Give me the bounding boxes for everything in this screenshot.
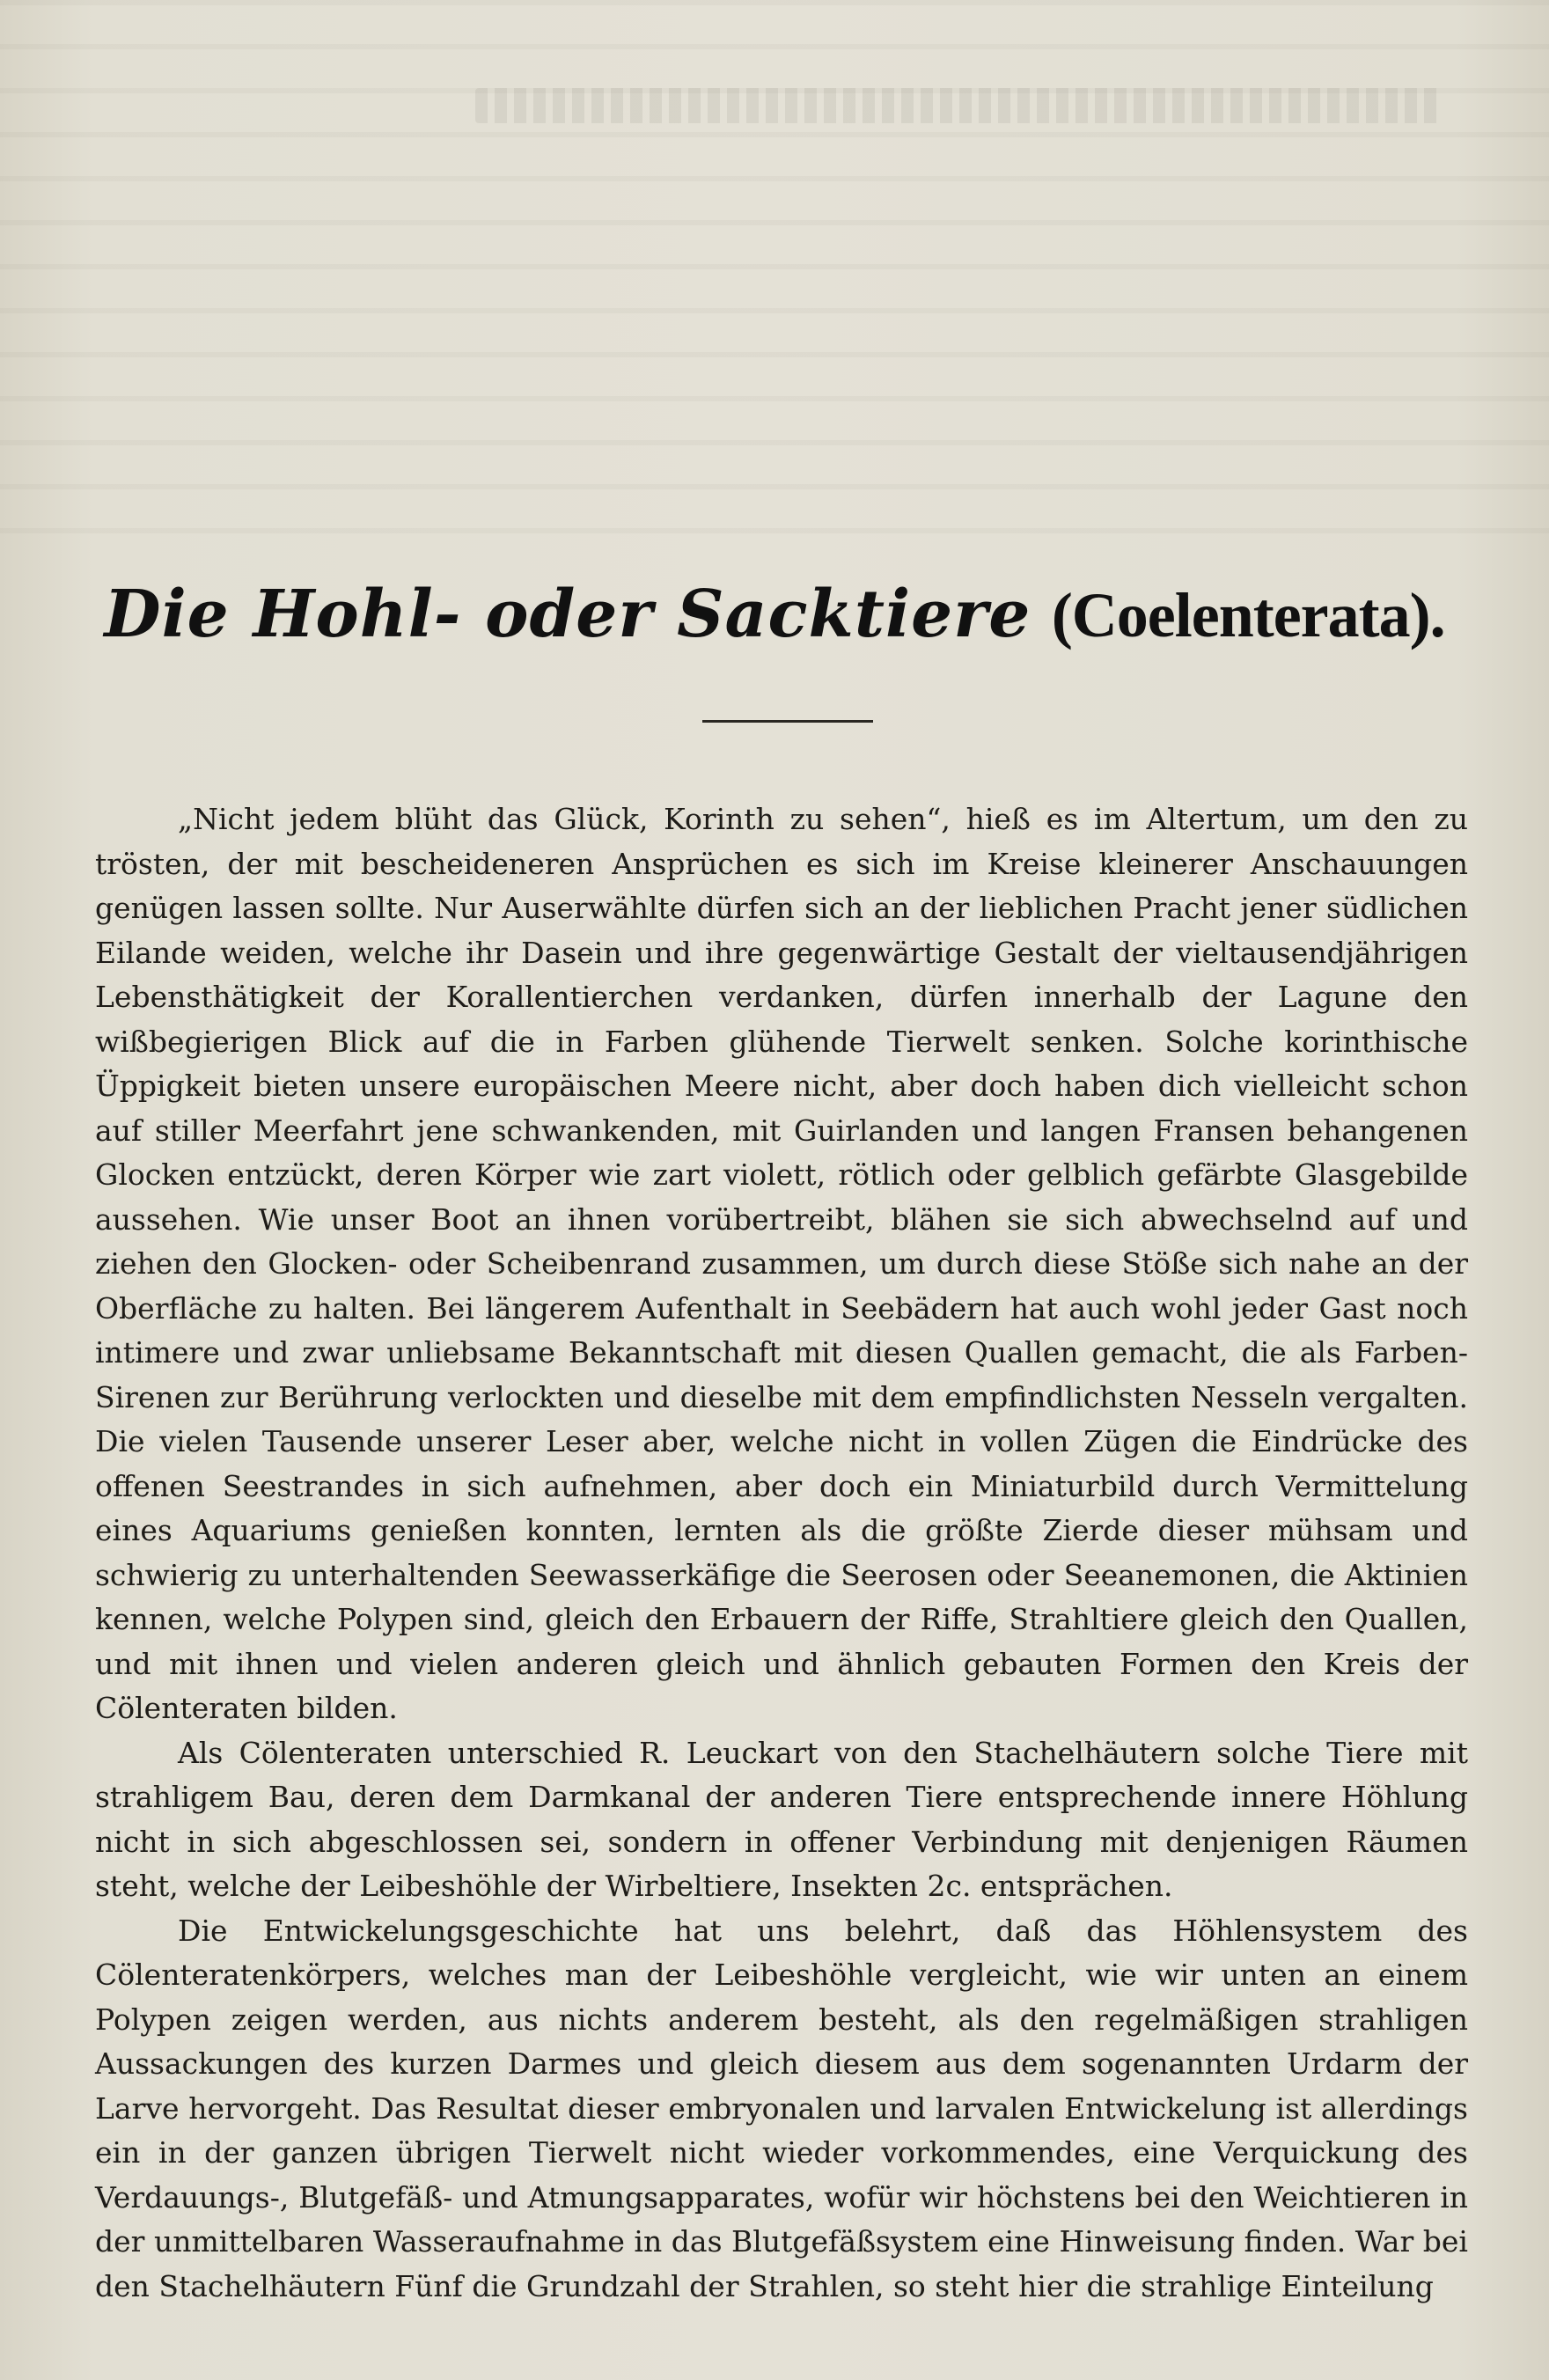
paragraph-2: Als Cölenteraten unterschied R. Leuckart von den Stachelhäutern solche Tiere mit strahligem Bau, deren dem Darmkanal der anderen Tiere entsprechende innere Höhlung nicht in sich abgeschlossen sei, sondern in offener Verbindung mit denjenigen Räumen steht, welche der Leibeshöhle der Wirbeltiere, Insekten 2c. entsprächen.: [95, 1735, 1468, 1903]
bleed-through-header: [475, 88, 1443, 123]
chapter-heading-latin: (Coelenterata).: [1051, 580, 1445, 650]
paragraph-3: Die Entwickelungsgeschichte hat uns belehrt, daß das Höhlensystem des Cölenteratenkörpers, welches man der Leibeshöhle vergleicht, wie wir unten an einem Polypen zeigen werden, aus nichts anderem besteht, als den regelmäßigen strahligen Aussackungen des kurzen Darmes und gleich diesem aus dem sogenannten Urdarm der Larve hervorgeht. Das Resultat dieser embryonalen und larvalen Entwickelung ist allerdings ein in der ganzen übrigen Tierwelt nicht wieder vorkommendes, eine Verquickung des Verdauungs-, Blutgefäß- und Atmungsapparates, wofür wir höchstens bei den Weichtieren in der unmittelbaren Wasseraufnahme in das Blutgefäßsystem eine Hinweisung finden. War bei den Stachelhäutern Fünf die Grundzahl der Strahlen, so steht hier die strahlige Einteilung: [95, 1913, 1468, 2303]
body-text: [95, 797, 1468, 2309]
chapter-heading: [0, 570, 1549, 659]
paragraph-1: „Nicht jedem blüht das Glück, Korinth zu sehen“, hieß es im Altertum, um den zu trösten, der mit bescheideneren Ansprüchen es sich im Kreise kleinerer Anschauungen genügen lassen sollte. Nur Auserwählte dürfen sich an der lieblichen Pracht jener südlichen Eilande weiden, welche ihr Dasein und ihre gegenwärtige Gestalt der vieltausendjährigen Lebensthätigkeit der Korallentierchen verdanken, dürfen innerhalb der Lagune den wißbegierigen Blick auf die in Farben glühende Tierwelt senken. Solche korinthische Üppigkeit bieten unsere europäischen Meere nicht, aber doch haben dich vielleicht schon auf stiller Meerfahrt jene schwankenden, mit Guirlanden und langen Fransen behangenen Glocken entzückt, deren Körper wie zart violett, rötlich oder gelblich gefärbte Glasgebilde aussehen. Wie unser Boot an ihnen vorübertreibt, blähen sie sich abwechselnd auf und ziehen den Glocken- oder Scheibenrand zusammen, um durch diese Stöße sich nahe an der Oberfläche zu halten. Bei längerem Aufenthalt in Seebädern hat auch wohl jeder Gast noch intimere und zwar unliebsame Bekanntschaft mit diesen Quallen gemacht, die als Farben-Sirenen zur Berührung verlockten und dieselbe mit dem empfindlichsten Nesseln vergalten. Die vielen Tausende unserer Leser aber, welche nicht in vollen Zügen die Eindrücke des offenen Seestrandes in sich aufnehmen, aber doch ein Miniaturbild durch Vermittelung eines Aquariums genießen konnten, lernten als die größte Zierde dieser mühsam und schwierig zu unterhaltenden Seewasserkäfige die Seerosen oder Seeanemonen, die Aktinien kennen, welche Polypen sind, gleich den Erbauern der Riffe, Strahltiere gleich den Quallen, und mit ihnen und vielen anderen gleich und ähnlich gebauten Formen den Kreis der Cölenteraten bilden.: [95, 802, 1468, 1725]
heading-divider: [702, 720, 873, 723]
chapter-heading-german: Die Hohl- oder Sacktiere: [104, 577, 1031, 652]
